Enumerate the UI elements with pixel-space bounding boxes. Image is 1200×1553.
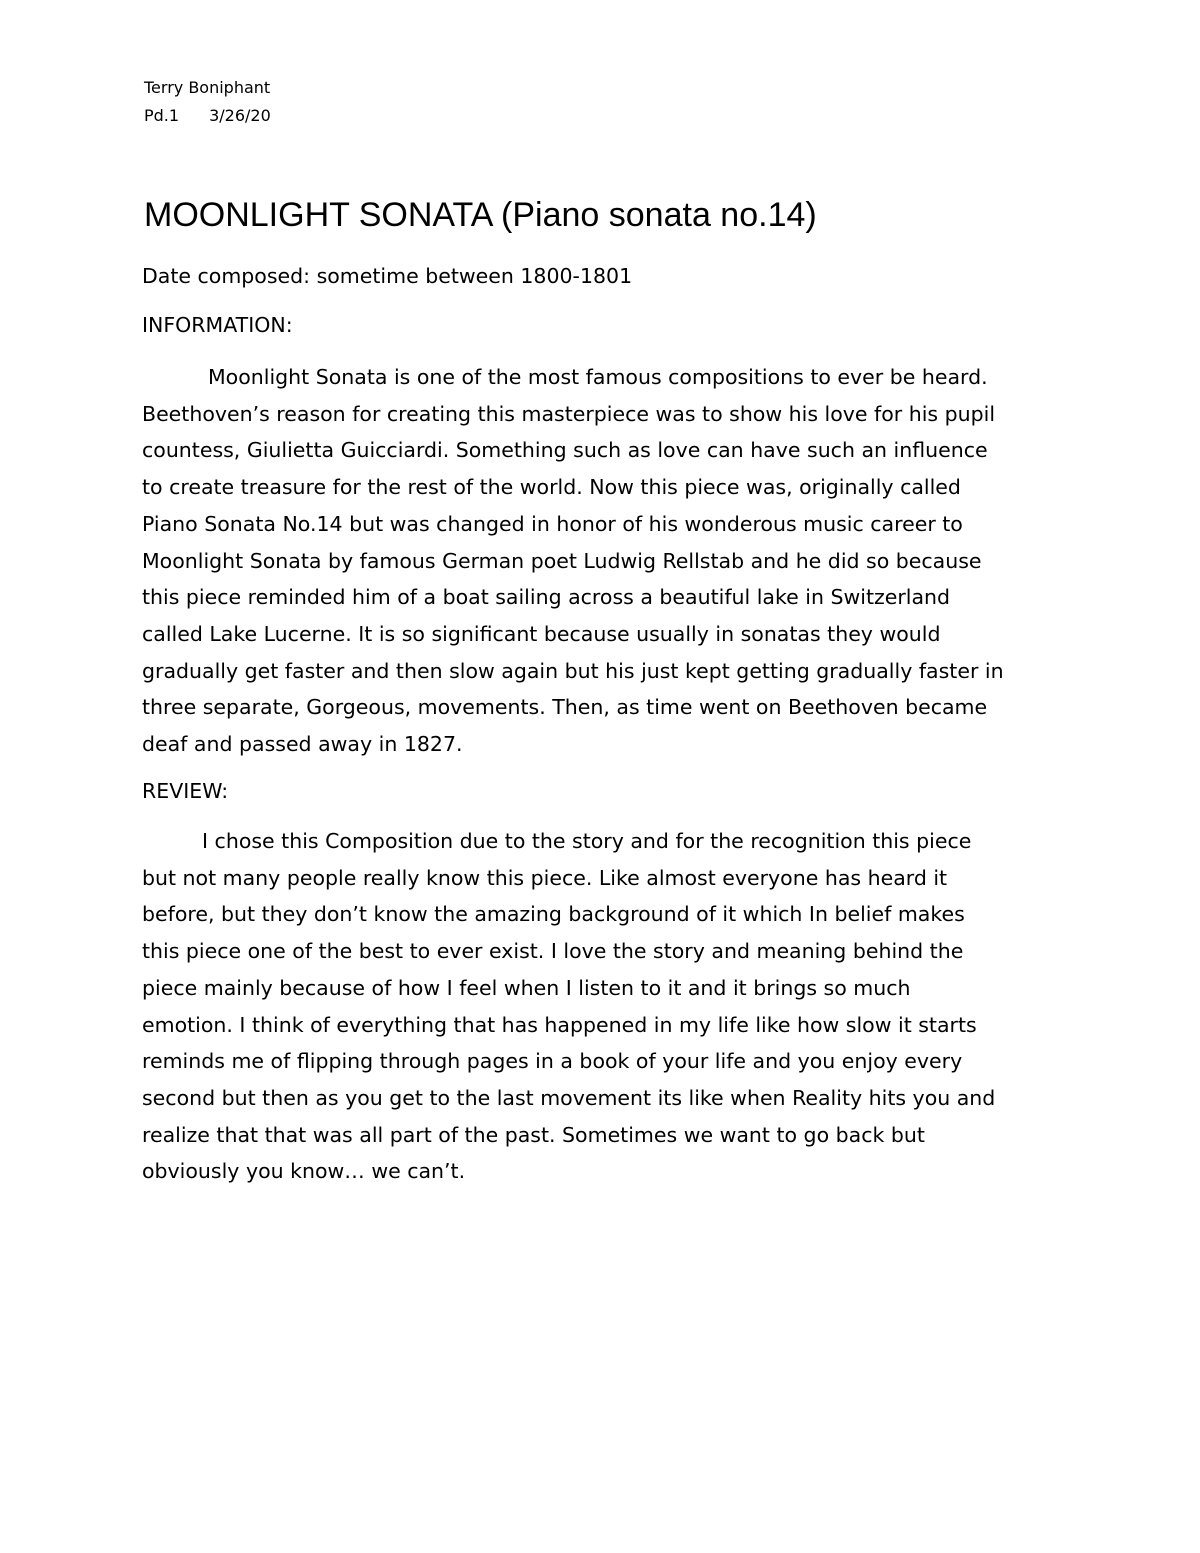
paragraph-line: this piece one of the best to ever exist. I love the story and meaning behind the <box>142 939 964 964</box>
paragraph-line: before, but they don’t know the amazing background of it which In belief makes <box>142 902 965 927</box>
paragraph-line: I chose this Composition due to the story and for the recognition this piece <box>202 829 972 853</box>
information-paragraph <box>142 359 1004 763</box>
review-paragraph <box>142 823 995 1190</box>
paragraph-line: three separate, Gorgeous, movements. Then, as time went on Beethoven became <box>142 695 988 720</box>
paragraph-line: called Lake Lucerne. It is so significant because usually in sonatas they would <box>142 621 941 646</box>
document-date: 3/26/20 <box>209 106 271 125</box>
paragraph-line: obviously you know… we can’t. <box>142 1159 466 1184</box>
paragraph-line: Moonlight Sonata by famous German poet Ludwig Rellstab and he did so because <box>142 548 982 573</box>
paragraph-line: deaf and passed away in 1827. <box>142 732 463 757</box>
paragraph-line: countess, Giulietta Guicciardi. Something such as love can have such an influence <box>142 438 988 463</box>
paragraph-line: reminds me of flipping through pages in a book of your life and you enjoy every <box>142 1049 963 1074</box>
paragraph-line: Moonlight Sonata is one of the most famous compositions to ever be heard. <box>208 365 988 389</box>
period-date-line <box>144 102 271 130</box>
author-name: Terry Boniphant <box>144 78 271 97</box>
review-heading: REVIEW: <box>142 779 229 803</box>
paragraph-line: this piece reminded him of a boat sailing across a beautiful lake in Switzerland <box>142 585 951 610</box>
date-composed-line: Date composed: sometime between 1800-1801 <box>142 264 633 288</box>
paragraph-line: but not many people really know this piece. Like almost everyone has heard it <box>142 865 948 890</box>
paragraph-line: piece mainly because of how I feel when I listen to it and it brings so much <box>142 975 911 1000</box>
paragraph-line: second but then as you get to the last movement its like when Reality hits you and <box>142 1085 996 1110</box>
information-heading: INFORMATION: <box>142 313 293 337</box>
paragraph-line: emotion. I think of everything that has happened in my life like how slow it starts <box>142 1012 977 1037</box>
class-period: Pd.1 <box>144 106 180 125</box>
paragraph-line: gradually get faster and then slow again but his just kept getting gradually faster in <box>142 658 1004 683</box>
document-title: MOONLIGHT SONATA (Piano sonata no.14) <box>144 196 817 234</box>
paragraph-line: realize that that was all part of the past. Sometimes we want to go back but <box>142 1122 925 1147</box>
paragraph-line: Piano Sonata No.14 but was changed in honor of his wonderous music career to <box>142 511 963 536</box>
paragraph-line: Beethoven’s reason for creating this masterpiece was to show his love for his pupil <box>142 401 996 426</box>
header-block <box>144 74 271 130</box>
paragraph-line: to create treasure for the rest of the world. Now this piece was, originally called <box>142 475 961 500</box>
